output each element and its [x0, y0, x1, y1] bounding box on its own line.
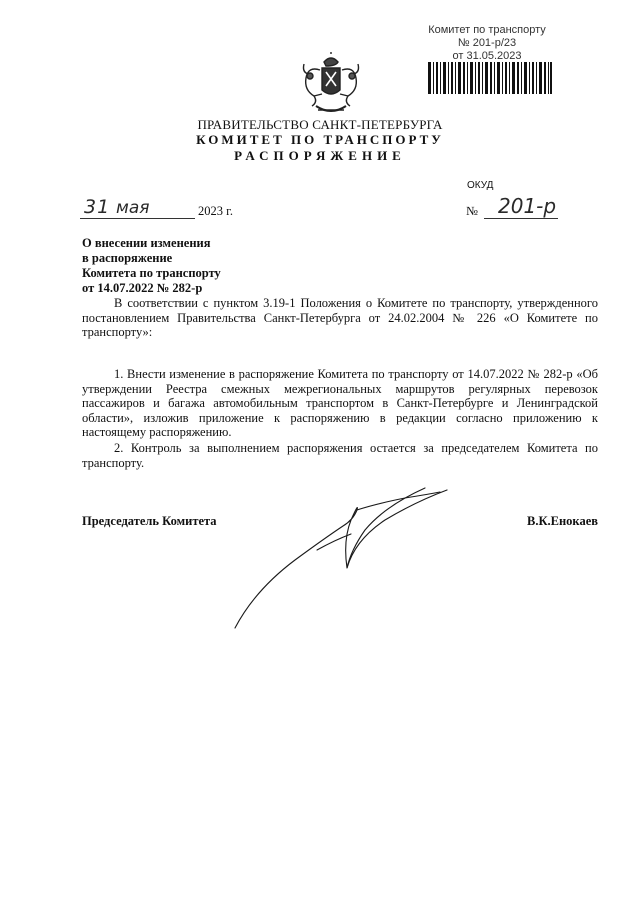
document-subject	[82, 236, 221, 296]
subject-line-4: от 14.07.2022 № 282-р	[82, 281, 203, 295]
stamp-line-2: № 201-р/23	[457, 37, 517, 49]
government-title: ПРАВИТЕЛЬСТВО САНКТ-ПЕТЕРБУРГА	[197, 117, 443, 132]
order-item-1: 1. Внести изменение в распоряжение Комитета по транспорту от 14.07.2022 № 282-р «Об утверждении Реестра смежных межрегиональных маршрутов регулярных перевозок пассажиров и багажа автомобильным транспортом в Санкт-Петербурге и Ленинградской области», изложив приложение к распоряжению в редакции согласно приложению к настоящему распоряжению.	[82, 367, 598, 440]
date-year: 2023 г.	[198, 204, 233, 218]
handwritten-signature	[225, 480, 455, 630]
subject-line-2: в распоряжение	[82, 251, 173, 265]
stamp-line-1: Комитет по транспорту	[428, 24, 546, 36]
committee-title: КОМИТЕТ ПО ТРАНСПОРТУ	[196, 132, 444, 147]
preamble-paragraph: В соответствии с пунктом 3.19-1 Положения о Комитете по транспорту, утвержденного постановлением Правительства Санкт-Петербурга от 24.02.2004 № 226 «О Комитете по транспорту»:	[82, 296, 598, 340]
coat-of-arms-emblem	[300, 52, 362, 118]
signatory-name: В.К.Енокаев	[526, 514, 598, 528]
okud-label: ОКУД	[467, 180, 494, 191]
document-number: 201-р	[498, 194, 557, 218]
registration-stamp	[412, 24, 562, 63]
number-sign: №	[466, 204, 478, 218]
order-item-2: 2. Контроль за выполнением распоряжения остается за председателем Комитета по транспорту.	[82, 441, 598, 470]
date-month: мая	[116, 198, 150, 218]
date-day: 31	[84, 196, 111, 218]
document-type: РАСПОРЯЖЕНИЕ	[234, 148, 406, 163]
signatory-title: Председатель Комитета	[82, 514, 217, 528]
subject-line-3: Комитета по транспорту	[82, 266, 221, 280]
subject-line-1: О внесении изменения	[82, 236, 211, 250]
stamp-line-3: от 31.05.2023	[452, 50, 522, 62]
barcode	[428, 62, 552, 94]
